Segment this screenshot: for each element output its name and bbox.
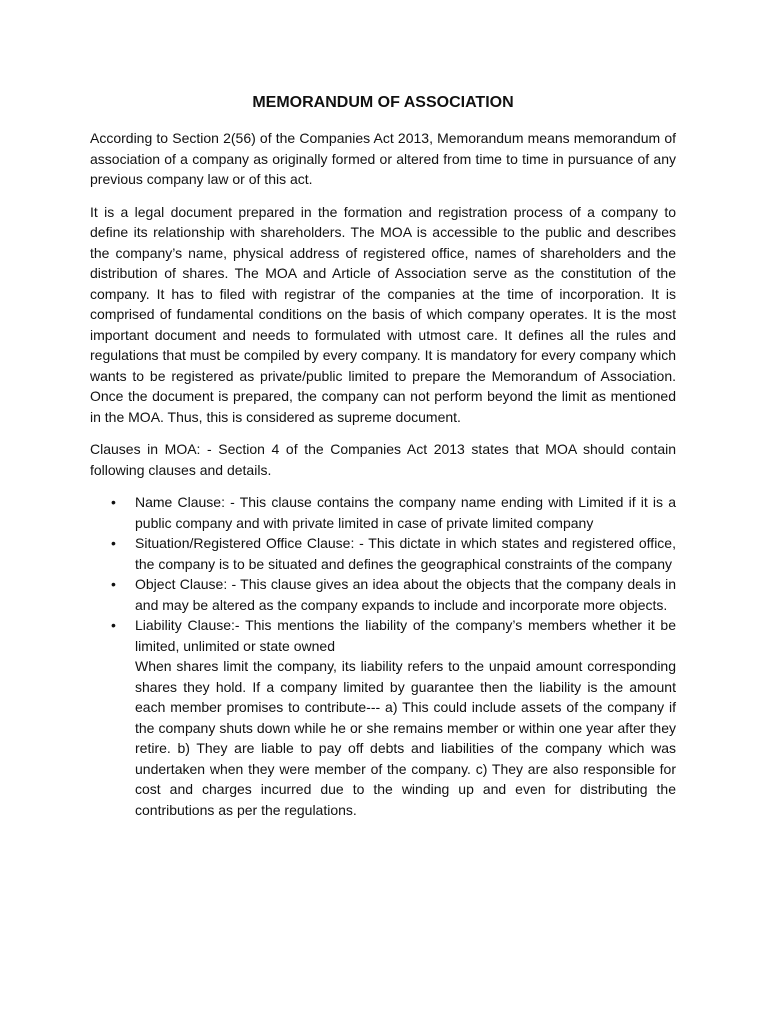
- paragraph-definition: According to Section 2(56) of the Companies Act 2013, Memorandum means memorandum of association of a company as originally formed or altered from time to time in pursuance of any previous company law or of this act.: [90, 130, 676, 187]
- clauses-list: [90, 492, 676, 820]
- clause-text: Object Clause: - This clause gives an idea about the objects that the company deals in and may be altered as the company expands to include and incorporate more objects.: [135, 576, 676, 613]
- bullet-icon: •: [111, 535, 116, 551]
- liability-continuation: When shares limit the company, its liability refers to the unpaid amount corresponding shares they hold. If a company limited by guarantee then the liability is the amount each member promises to contribute--- a) This could include assets of the company if the company shuts down while he or she remains member or within one year after they retire. b) They are liable to pay off debts and liabilities of the company which was undertaken when they were member of the company. c) They are also responsible for cost and charges incurred due to the winding up and even for distributing the contributions as per the regulations.: [135, 658, 676, 818]
- document-page: [90, 92, 676, 820]
- clause-text: Name Clause: - This clause contains the company name ending with Limited if it is a public company and with private limited in case of private limited company: [135, 494, 676, 531]
- clause-text: Situation/Registered Office Clause: - This dictate in which states and registered office, the company is to be situated and defines the geographical constraints of the company: [135, 535, 676, 572]
- paragraph-clauses-intro: Clauses in MOA: - Section 4 of the Companies Act 2013 states that MOA should contain following clauses and details.: [90, 441, 676, 478]
- paragraph-legal-document: It is a legal document prepared in the formation and registration process of a company to define its relationship with shareholders. The MOA is accessible to the public and describes the company’s name, physical address of registered office, names of shareholders and the distribution of shares. The MOA and Article of Association serve as the constitution of the company. It has to filed with registrar of the companies at the time of incorporation. It is comprised of fundamental conditions on the basis of which company operates. It is the most important document and needs to formulated with utmost care. It defines all the rules and regulations that must be compiled by every company. It is mandatory for every company which wants to be registered as private/public limited to prepare the Memorandum of Association. Once the document is prepared, the company can not perform beyond the limit as mentioned in the MOA. Thus, this is considered as supreme document.: [90, 203, 676, 425]
- document-title: MEMORANDUM OF ASSOCIATION: [252, 94, 514, 111]
- clause-text: Liability Clause:- This mentions the liability of the company’s members whether it be limited, unlimited or state owned: [135, 617, 676, 654]
- list-item-situation-clause: [90, 533, 676, 574]
- list-item-liability-clause: [90, 615, 676, 820]
- bullet-icon: •: [111, 494, 116, 510]
- bullet-icon: •: [111, 576, 116, 592]
- list-item-name-clause: [90, 492, 676, 533]
- list-item-object-clause: [90, 574, 676, 615]
- bullet-icon: •: [111, 617, 116, 633]
